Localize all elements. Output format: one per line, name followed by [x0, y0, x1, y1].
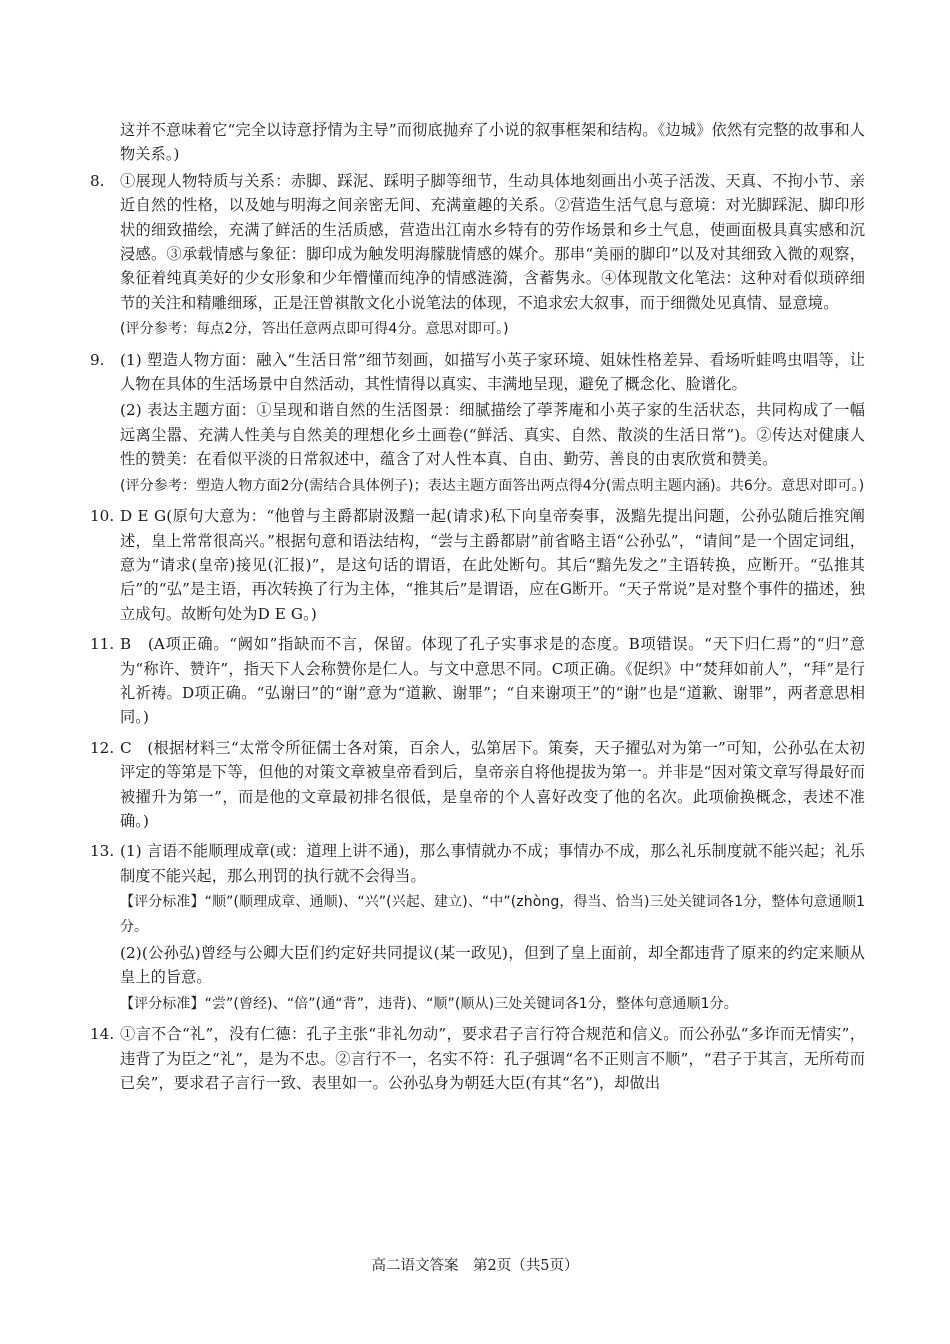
answer-item-8 [90, 169, 865, 344]
item-number: 9. [90, 350, 105, 369]
answer-item-12 [90, 736, 865, 836]
page-footer: 高二语文答案 第2页（共5页） [371, 1258, 579, 1274]
answer-paragraph: C (根据材料三“太常令所征儒士各对策，百余人，弘第居下。策奏，天子擢弘对为第一”可知，公孙弘在太初评定的等第是下等，但他的对策文章被皇帝看到后，皇帝亲自将他提拔为第一。并非是“因对策文章写得最好而被擢升为第一”，而是他的文章最初排名很低，是皇帝的个人喜好改变了他的名次。此项偷换概念，表述不准确。) [120, 738, 865, 830]
scoring-note: (评分参考：塑造人物方面2分(需结合具体例子)；表达主题方面答出两点得4分(需点明主题内涵)。共6分。意思对即可。) [120, 477, 865, 494]
answer-item-13 [90, 839, 865, 1018]
scoring-standard: 【评分标准】“尝”(曾经)、“倍”(通“背”，违背)、“顺”(顺从)三处关键词各1分，整体句意通顺1分。 [120, 995, 738, 1012]
item-number: 13. [90, 842, 115, 861]
answer-item-10 [90, 504, 865, 628]
answer-item-11 [90, 632, 865, 732]
continued-text: 这并不意味着它“完全以诗意抒情为主导”而彻底抛弃了小说的叙事框架和结构。《边城》依然有完整的故事和人物关系。) [120, 121, 865, 164]
item-number: 12. [90, 738, 115, 757]
item-number: 10. [90, 507, 115, 526]
answer-paragraph: D E G(原句大意为：“他曾与主爵都尉汲黯一起(请求)私下向皇帝奏事，汲黯先提出问题，公孙弘随后推究阐述，皇上常常很高兴。”根据句意和语法结构，“尝与主爵都尉”前省略主语“公孙弘”，“请间”是一个固定词组，意为“请求(皇帝)接见(汇报)”，是这句话的谓语，在此处断句。其后“黯先发之”主语转换，应断开。“弘推其后”的“弘”是主语，再次转换了行为主体，“推其后”是谓语，应在G断开。“天子常说”是对整个事件的描述，独立成句。故断句处为D E G。) [120, 507, 865, 623]
answer-paragraph: (2) 表达主题方面：①呈现和谐自然的生活图景：细腻描绘了荸荠庵和小英子家的生活状态，共同构成了一幅远离尘嚣、充满人性美与自然美的理想化乡土画卷(“鲜活、真实、自然、散淡的生活日常”)。②传达对健康人性的赞美：在看似平淡的日常叙述中，蕴含了对人性本真、自由、勤劳、善良的由衷欣赏和赞美。 [120, 401, 865, 469]
answer-item-9 [90, 348, 865, 500]
answer-paragraph: (2)(公孙弘)曾经与公卿大臣们约定好共同提议(某一政见)，但到了皇上面前，却全都违背了原来的约定来顺从皇上的旨意。 [120, 944, 865, 987]
item-number: 11. [90, 635, 115, 654]
answer-content [90, 118, 865, 1101]
answer-paragraph: B (A项正确。“阙如”指缺而不言，保留。体现了孔子实事求是的态度。B项错误。“天下归仁焉”的“归”意为“称许、赞许”，指天下人会称赞你是仁人。与文中意思不同。C项正确。《促织》中“焚拜如前人”，“拜”是行礼祈祷。D项正确。“弘谢曰”的“谢”意为“道歉、谢罪”；“自来谢项王”的“谢”也是“道歉、谢罪”，两者意思相同。) [120, 635, 865, 727]
item-number: 8. [90, 171, 105, 190]
answer-paragraph: (1) 言语不能顺理成章(或：道理上讲不通)，那么事情就办不成；事情办不成，那么礼乐制度就不能兴起；礼乐制度不能兴起，那么刑罚的执行就不会得当。 [120, 842, 865, 885]
item-number: 14. [90, 1025, 115, 1044]
answer-item-14 [90, 1022, 865, 1097]
scoring-note: (评分参考：每点2分，答出任意两点即可得4分。意思对即可。) [120, 321, 509, 338]
answer-paragraph: ①言不合“礼”，没有仁德：孔子主张“非礼勿动”，要求君子言行符合规范和信义。而公孙弘“多诈而无情实”，违背了为臣之“礼”，是为不忠。②言行不一，名实不符：孔子强调“名不正则言不顺”，“君子于其言，无所苟而已矣”，要求君子言行一致、表里如一。公孙弘身为朝廷大臣(有其“名”)，却做出 [120, 1025, 865, 1093]
answer-paragraph: ①展现人物特质与关系：赤脚、踩泥、踩明子脚等细节，生动具体地刻画出小英子活泼、天真、不拘小节、亲近自然的性格，以及她与明海之间亲密无间、充满童趣的关系。②营造生活气息与意境：对光脚踩泥、脚印形状的细致描绘，充满了鲜活的生活质感，营造出江南水乡特有的劳作场景和乡土气息，使画面极具真实感和沉浸感。③承载情感与象征：脚印成为触发明海朦胧情感的媒介。那串“美丽的脚印”以及对其细致入微的观察，象征着纯真美好的少女形象和少年懵懂而纯净的情感涟漪，含蓄隽永。④体现散文化笔法：这种对看似琐碎细节的关注和精雕细琢，正是汪曾祺散文化小说笔法的体现，不追求宏大叙事，而于细微处见真情、显意境。 [120, 171, 865, 312]
answer-paragraph: (1) 塑造人物方面：融入“生活日常”细节刻画，如描写小英子家环境、姐妹性格差异、看场听蛙鸣虫唱等，让人物在具体的生活场景中自然活动，其性情得以真实、丰满地呈现，避免了概念化、脸谱化。 [120, 350, 865, 394]
scoring-standard: 【评分标准】“顺”(顺理成章、通顺)、“兴”(兴起、建立)、“中”(zhòng，得当、恰当)三处关键词各1分，整体句意通顺1分。 [120, 894, 865, 935]
